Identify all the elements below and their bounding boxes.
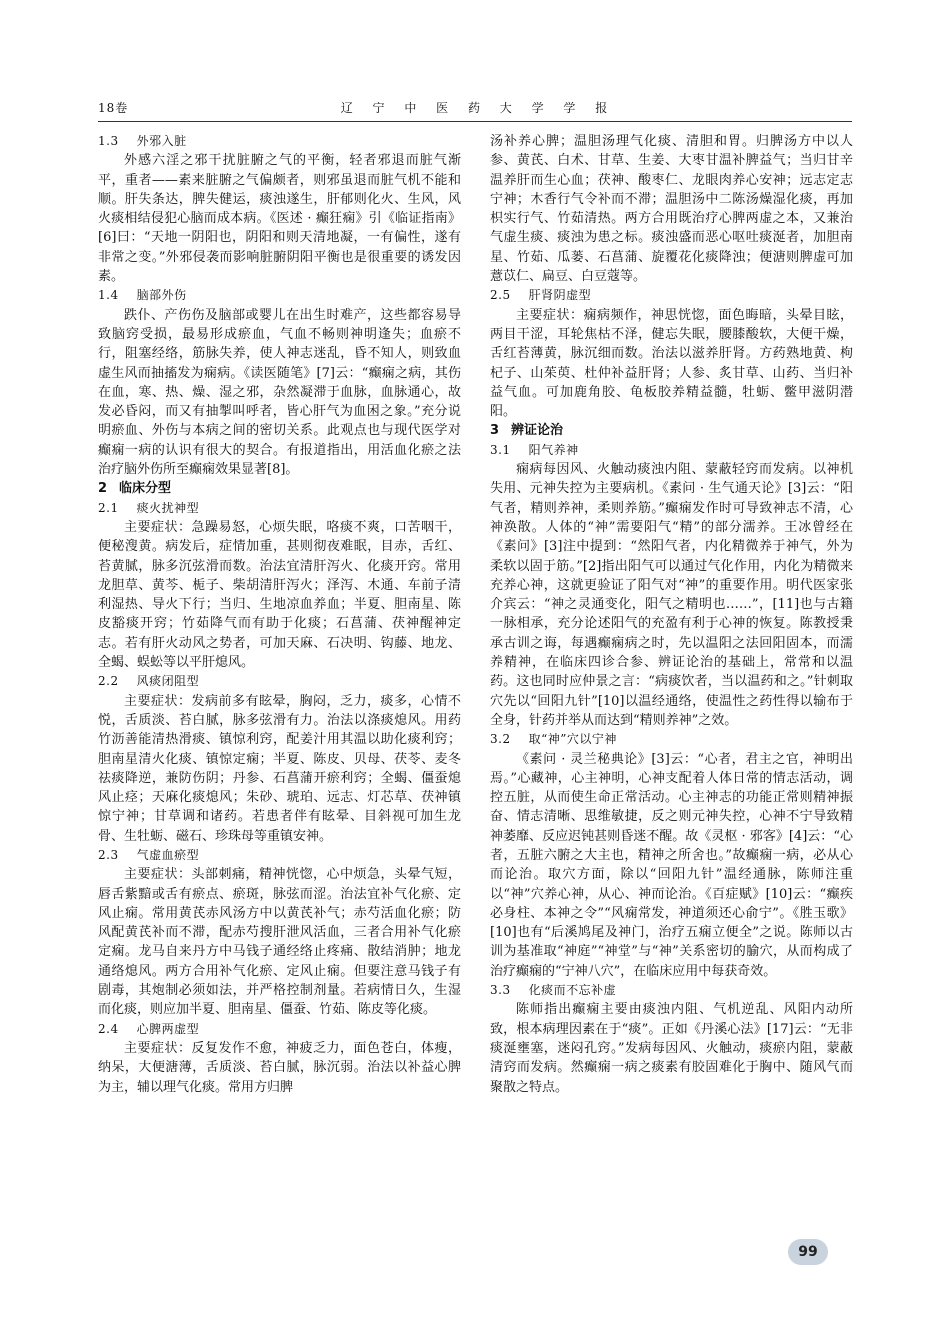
heading-title: 风痰闭阻型 [136,674,200,689]
section-heading [490,421,853,440]
heading-title: 气虚血瘀型 [136,847,200,862]
section-heading [98,479,461,498]
heading-number: 1.3 [98,134,119,148]
body-paragraph: 主要症状：发病前多有眩晕，胸闷，乏力，痰多，心情不悦，舌质淡、苔白腻，脉多弦滑有力。治法以涤痰熄风。用药竹沥善能清热滑痰、镇惊利窍，配姜汁用其温以助化痰利窍；胆南星清火化痰、镇惊定痫；半夏、陈皮、贝母、茯苓、麦冬祛痰降逆，兼防伤阴；丹参、石菖蒲开瘀利窍；全蝎、僵蚕熄风止痉；天麻化痰熄风；朱砂、琥珀、远志、灯芯草、茯神镇惊宁神；甘草调和诸药。若患者伴有眩晕、目斜视可加生龙骨、生牡蛎、磁石、珍珠母等重镇安神。 [98,693,461,844]
body-paragraph: 外感六淫之邪干扰脏腑之气的平衡，轻者邪退而脏气渐平，重者——素来脏腑之气偏颇者，则邪虽退而脏气机不能和顺。肝失条达，脾失健运，痰浊遂生，肝郁则化火、生风，风火痰相结侵犯心脑而成本病。《医述 · 癫狂痫》引《临证指南》[6]曰：“天地一阴阳也，阴阳和则天清地凝，一有偏性，遂有非常之变。”外邪侵袭而影响脏腑阴阳平衡也是很重要的诱发因素。 [98,153,461,285]
heading-number: 2 [98,481,108,497]
running-header [98,99,852,119]
subsection-heading [98,132,461,151]
body-paragraph: 主要症状：头部刺痛，精神恍惚，心中烦急，头晕气短，唇舌紫黯或舌有瘀点、瘀斑，脉弦而涩。治法宜补气化瘀、定风止痫。常用黄芪赤风汤方中以黄芪补气；赤芍活血化瘀；防风配黄芪补而不滞，配赤芍搜肝泄风活血，三者合用补气化瘀定痫。龙马自来丹方中马钱子通经络止疼痛、散结消肿；地龙通络熄风。两方合用补气化瘀、定风止痫。但要注意马钱子有剧毒，其炮制必须如法，并严格控制剂量。若病情日久，生湿而化痰，则应加半夏、胆南星、僵蚕、竹茹、陈皮等化痰。 [98,867,461,1018]
body-paragraph: 汤补养心脾；温胆汤理气化痰、清胆和胃。归脾汤方中以人参、黄芪、白术、甘草、生姜、大枣甘温补脾益气；当归甘辛温养肝而生心血；茯神、酸枣仁、龙眼肉养心安神；远志定志宁神；木香行气令补而不滞；温胆汤中二陈汤燥湿化痰，再加枳实行气、竹茹清热。两方合用既治疗心脾两虚之本，又兼治气虚生痰、痰浊为患之标。痰浊盛而恶心呕吐痰涎者，加胆南星、竹茹、瓜蒌、石菖蒲、旋覆花化痰降浊；便溏则脾虚可加薏苡仁、扁豆、白豆蔻等。 [490,134,853,285]
heading-title: 脑部外伤 [136,288,187,303]
heading-title: 化痰而不忘补虚 [528,983,617,998]
subsection-heading [98,286,461,305]
subsection-heading [490,730,853,749]
body-paragraph: 主要症状：反复发作不愈，神疲乏力，面色苍白，体瘦，纳呆，大便溏薄，舌质淡、苔白腻，脉沉弱。治法以补益心脾为主，辅以理气化痰。常用方归脾 [98,1040,461,1095]
subsection-heading [490,286,853,305]
page-number: 99 [788,1239,828,1265]
heading-title: 临床分型 [119,481,172,497]
volume-label: 18卷 [98,101,129,115]
heading-title: 肝肾阴虚型 [528,288,592,303]
left-column [98,132,461,1097]
subsection-heading [98,672,461,691]
subsection-heading [98,1020,461,1039]
right-column [490,132,853,1097]
subsection-heading [98,499,461,518]
heading-number: 1.4 [98,288,119,303]
subsection-heading [490,441,853,460]
heading-number: 3.2 [490,732,511,747]
heading-number: 3.3 [490,983,511,998]
header-rule [98,121,852,122]
body-paragraph: 主要症状：痫病频作，神思恍惚，面色晦暗，头晕目眩，两目干涩，耳轮焦枯不泽，健忘失眠，腰膝酸软，大便干燥，舌红苔薄黄，脉沉细而数。治法以滋养肝肾。方药熟地黄、枸杞子、山茱萸、杜仲补益肝肾；人参、炙甘草、山药、当归补益气血。可加鹿角胶、龟板胶养精益髓，牡蛎、鳖甲滋阴潜阳。 [490,307,853,420]
heading-title: 心脾两虚型 [136,1021,200,1036]
heading-number: 2.3 [98,847,119,862]
heading-number: 3 [490,423,500,439]
heading-title: 阳气养神 [528,442,579,457]
heading-title: 辨证论治 [511,423,564,439]
body-paragraph: 《素问 · 灵兰秘典论》[3]云：“心者，君主之官，神明出焉。”心藏神，心主神明，心神支配着人体日常的情志活动，调控五脏，从而使生命正常活动。心主神志的功能正常则精神振奋、情志清晰、思维敏捷，反之则元神失控，心神不宁导致精神萎靡、反应迟钝甚则昏迷不醒。故《灵枢 · 邪客》[4]云：“心者，五脏六腑之大主也，精神之所舍也。”故癫痫一病，必从心而论治。取穴方面，除以“回阳九针”温经通脉，陈师注重以“神”穴养心神，从心、神而论治。《百症赋》[10]云：“癫疾必身柱、本神之令”“风痫常发，神道须还心俞宁”。《胜玉歌》[10]也有“后溪鸠尾及神门，治疗五痫立便全”之说。陈师以古训为基准取“神庭”“神堂”与“神”关系密切的腧穴，从而构成了治疗癫痫的“宁神八穴”，在临床应用中每获奇效。 [490,751,853,979]
heading-number: 3.1 [490,442,511,457]
journal-title: 辽 宁 中 医 药 大 学 学 报 [340,101,616,115]
heading-title: 外邪入脏 [136,134,187,148]
subsection-heading [98,846,461,865]
heading-title: 取“神”穴以宁神 [528,732,617,747]
body-paragraph: 陈师指出癫痫主要由痰浊内阻、气机逆乱、风阳内动所致，根本病理因素在于“痰”。正如《丹溪心法》[17]云：“无非痰涎壅塞，迷闷孔窍。”发病每因风、火触动，痰瘀内阻，蒙蔽清窍而发病。然癫痫一病之痰素有胶固难化于胸中、随风气而聚散之特点。 [490,1002,853,1095]
body-paragraph: 跌仆、产伤伤及脑部或婴儿在出生时难产，这些都容易导致脑窍受损，最易形成瘀血，气血不畅则神明逢失；血瘀不行，阻塞经络，筋脉失养，使人神志迷乱，昏不知人，则致血虚生风而抽搐发为痫病。《读医随笔》[7]云：“癫痫之病，其伤在血，寒、热、燥、湿之邪，杂然凝滞于血脉，血脉通心，故发必昏闷，而又有抽掣叫呼者，皆心肝气为血困之象。”充分说明瘀血、外伤与本病之间的密切关系。此观点也与现代医学对癫痫一病的认识有很大的契合。有报道指出，用活血化瘀之法治疗脑外伤所至癫痫效果显著[8]。 [98,307,461,478]
heading-title: 痰火扰神型 [136,500,200,515]
subsection-heading [490,981,853,1000]
heading-number: 2.4 [98,1021,119,1036]
heading-number: 2.2 [98,674,119,689]
body-paragraph: 主要症状：急躁易怒，心烦失眠，咯痰不爽，口苦咽干，便秘溲黄。病发后，症情加重，甚则彻夜难眠，目赤，舌红、苔黄腻，脉多沉弦滑而数。治法宜清肝泻火、化痰开窍。常用龙胆草、黄芩、栀子、柴胡清肝泻火；泽泻、木通、车前子清利湿热、导火下行；当归、生地凉血养血；半夏、胆南星、陈皮豁痰开窍；竹茹降气而有助于化痰；石菖蒲、茯神醒神定志。若有肝火动风之势者，可加天麻、石决明、钩藤、地龙、全蝎、蜈蚣等以平肝熄风。 [98,519,461,671]
body-paragraph: 痫病每因风、火触动痰浊内阻、蒙蔽轻窍而发病。以神机失用、元神失控为主要病机。《素问 · 生气通天论》[3]云：“阳气者，精则养神，柔则养筋。”癫痫发作时可导致神志不清，心神涣散。人体的“神”需要阳气“精”的部分濡养。王冰曾经在《素问》[3]注中提到：“然阳气者，内化精微养于神气，外为柔软以固于筋。”[2]指出阳气可以通过气化作用，内化为精微来充养心神，这就更验证了阳气对“神”的重要作用。明代医家张介宾云：“神之灵通变化，阳气之精明也……”，[11]也与古籍一脉相承，充分论述阳气的充盈有利于心神的恢复。陈教授秉承古训之诲，每遇癫痫病之时，先以温阳之法回阳固本，而濡养精神，在临床四诊合参、辨证论治的基础上，常常和以温药。这也同时应仲景之言：“病痰饮者，当以温药和之。”针刺取穴先以“回阳九针”[10]以温经通络，使温性之药性得以输布于全身，针药并举从而达到“精则养神”之效。 [490,462,853,728]
heading-number: 2.5 [490,288,511,303]
heading-number: 2.1 [98,500,119,515]
